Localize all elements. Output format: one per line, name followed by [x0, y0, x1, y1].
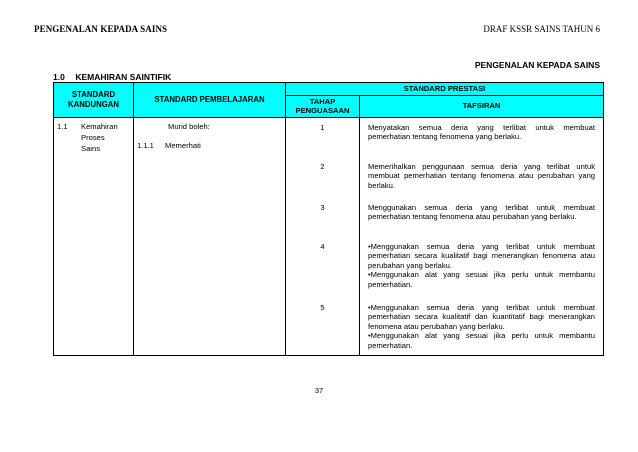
- level-description: Menyatakan semua deria yang terlibat untuk membuat pemerhatian tentang fenomena yang berlaku.: [368, 122, 596, 141]
- section-number: 1.0: [53, 72, 65, 82]
- level-description: [368, 242, 595, 303]
- kandungan-number: 1.1: [57, 121, 68, 131]
- pembelajaran-item-number: 1.1.1: [137, 140, 154, 150]
- level-description: [368, 303, 595, 351]
- header-tahap-penguasaan: [286, 95, 360, 117]
- standards-table: [53, 82, 604, 356]
- kandungan-line: Sains: [81, 143, 100, 153]
- header-standard-kandungan-line2: KANDUNGAN: [67, 99, 120, 109]
- pembelajaran-item: [137, 140, 285, 151]
- page-number: 37: [314, 386, 324, 395]
- level-number: 1: [320, 122, 325, 132]
- bullet-text: Menggunakan semua deria yang terlibat untuk membuat pemerhatian secara kualitatif dan kuantitatif bagi menerangkan fenomena atau perubahan yang berlaku.: [368, 302, 596, 331]
- bullet-text: Menggunakan alat yang sesuai jika perlu untuk membantu pemerhatian.: [368, 270, 596, 289]
- level-number: 3: [320, 202, 325, 212]
- pembelajaran-item-text: Memerhati: [165, 140, 201, 150]
- document-header-draft: DRAF KSSR SAINS TAHUN 6: [483, 24, 600, 34]
- header-tafsiran: TAFSIRAN: [360, 95, 604, 117]
- level-number: 4: [320, 241, 325, 251]
- bullet-text: Menggunakan alat yang sesuai jika perlu untuk membantu pemerhatian.: [368, 331, 596, 350]
- kandungan-line: Proses: [81, 132, 105, 142]
- pembelajaran-intro: Murid boleh:: [168, 121, 210, 131]
- tafsiran-column: [360, 117, 604, 355]
- header-tahap-line2: PENGUASAAN: [295, 106, 350, 115]
- header-standard-kandungan: [54, 83, 134, 118]
- header-standard-pembelajaran: STANDARD PEMBELAJARAN: [134, 83, 286, 118]
- tahap-column: [286, 117, 360, 355]
- level-description: Memerihalkan penggunaan semua deria yang terlibat untuk membuat pemerhatian tentang fenomena atau perubahan yang berlaku.: [368, 161, 596, 190]
- pembelajaran-cell: [134, 117, 286, 355]
- level-number: 2: [320, 161, 325, 171]
- level-description: Menggunakan semua deria yang terlibat untuk membuat pemerhatian tentang fenomena atau perubahan yang berlaku.: [368, 202, 596, 221]
- bullet-item: •Menggunakan alat yang sesuai jika perlu untuk membantu pemerhatian.: [368, 331, 596, 350]
- page-subheader: PENGENALAN KEPADA SAINS: [474, 60, 600, 70]
- bullet-item: •Menggunakan semua deria yang terlibat untuk membuat pemerhatian secara kualitatif dan kuantitatif bagi menerangkan fenomena atau perubahan yang berlaku.: [368, 302, 596, 331]
- bullet-item: •Menggunakan semua deria yang terlibat untuk membuat pemerhatian secara kualitatif bagi menerangkan fenomena atau perubahan yang berlaku.: [368, 241, 596, 270]
- header-standard-kandungan-line1: STANDARD: [71, 89, 116, 99]
- section-title: KEMAHIRAN SAINTIFIK: [75, 72, 172, 82]
- level-number: 5: [320, 302, 325, 312]
- document-header-title: PENGENALAN KEPADA SAINS: [34, 24, 168, 34]
- kandungan-cell: [54, 117, 134, 355]
- kandungan-line: Kemahiran: [81, 121, 118, 131]
- section-heading: [53, 72, 171, 82]
- header-tahap-line1: TAHAP: [309, 96, 336, 106]
- bullet-item: •Menggunakan alat yang sesuai jika perlu untuk membantu pemerhatian.: [368, 270, 596, 289]
- header-standard-prestasi: STANDARD PRESTASI: [286, 83, 604, 96]
- bullet-text: Menggunakan semua deria yang terlibat untuk membuat pemerhatian secara kualitatif bagi menerangkan fenomena atau perubahan yang berlaku.: [368, 241, 596, 270]
- kandungan-text: [81, 121, 118, 154]
